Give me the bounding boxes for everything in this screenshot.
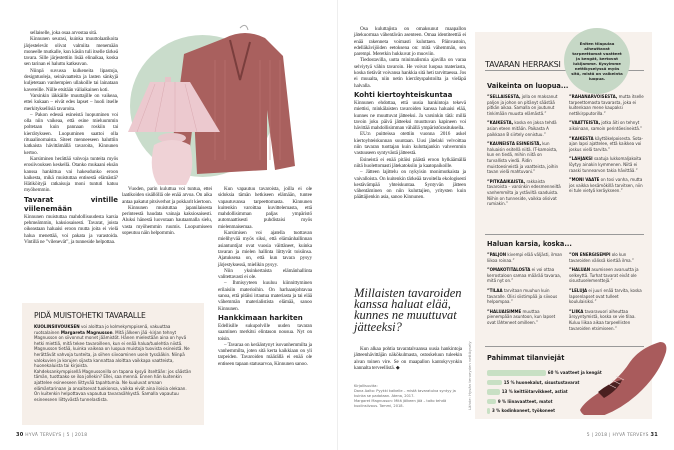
quote-text: ei juuri enää tarvita, koska lapsenlapset ovat tulleet koululaisiksi.” xyxy=(569,287,642,305)
survey-title: TAVARAN HERRAKSI xyxy=(485,60,561,69)
quote-text: kivempi elää väljästi, ilman liikoa roinaa.” xyxy=(487,252,563,263)
literature-caption xyxy=(354,384,458,409)
quote-lead: ”PALJON xyxy=(487,252,507,257)
left-footer xyxy=(16,432,87,438)
quote-text: olo kun tavaroiden välissä kiertää ilma.” xyxy=(569,252,634,263)
quote-lead: ”LAHJAKSI xyxy=(569,156,593,162)
page-number: 30 xyxy=(16,432,24,438)
bar-label: 15 % huonekalut, sisustustavarat xyxy=(503,379,580,385)
bar xyxy=(487,370,546,376)
memo-text: voi aloittaa jo kolmekymppisenä, vakuuttaa ruotsalainen xyxy=(34,324,171,335)
left-column-3 xyxy=(218,186,312,367)
paragraph: Edellisille sukupolville uuden tavaran saaminen merkitsi elintason nousua. Nyt on toisin. xyxy=(218,322,312,342)
quote-lead: ”HALUAN xyxy=(569,267,591,273)
subheading-vintille: Tavarat vintille viilenemään xyxy=(24,195,118,213)
quote-text: kun haluaisin esitellä niitä. IT-kamoista, kun en tiedä, mihin niitä on turvallista viedä. Äidin muistoesineistä ja vaatteista, joihin tavan vielä mahtuvani.” xyxy=(487,141,559,175)
reader-quote xyxy=(487,267,563,284)
quote-lead: ”VAATTEISTA, xyxy=(569,120,601,126)
bar xyxy=(487,408,490,414)
bar-label: 13 % keittiötarvikkeet, astiat xyxy=(501,389,568,395)
page-number: 31 xyxy=(650,432,658,438)
quote-lead: ”PITKÄAIKAISTA, xyxy=(487,178,526,184)
bar-label: 3 % kodinkoneet, työkoneet xyxy=(491,408,556,414)
reader-quote xyxy=(569,288,645,305)
left-column-2 xyxy=(122,186,212,236)
reader-quote xyxy=(487,120,563,137)
quote-text: jotka äiti on tehnyt aikoinaan, samoin perintöesineistä.” xyxy=(569,120,643,131)
reader-quote xyxy=(569,252,645,263)
paragraph: – Ihmisyyteen kuuluu kiinnittyminen erilaisiin materioihin. On harhaanjohtavaa sanoa, että pitäisi irtautua materiasta ja tai elää vähemmän materialistista elämää, sanoo Kinnunen. xyxy=(218,280,312,312)
bar xyxy=(487,399,496,405)
reader-quote xyxy=(569,136,645,153)
quote-text: koska en jaksa tehdä asian eteen mitään. Paikasta A paikkaan B siirtely onnistuu.” xyxy=(487,120,557,137)
quote-text: mutta itselle tarpeettomasta tavarasta, joka ei kuitenkaan mene kaupaksi nettikirpputorilla.” xyxy=(569,94,644,116)
reader-quote xyxy=(487,141,563,175)
paragraph: – Jätteen lajittelu on nykyisin monimutkaista ja vaivalloista. On kuitenkin tärkeää tavoitella ekologisesti kestävämpää yhteiskuntaa. Syntyvän jätteen vähentäminen on niin kuluttajien, yritysten kuin päättäjienkin asia, sanoo Kinnunen. xyxy=(354,169,466,201)
reader-quote xyxy=(569,156,645,173)
quote-lead: ”HALUAISIMME xyxy=(487,308,522,314)
section-heading-hardest: Vaikeinta on luopua... xyxy=(487,82,569,90)
paragraph: Kinnunen muistuttaa japanilaisesta perinteestä haudata vainaja kaksiosaisesti. Aluksi hänestä luovutaan hautaamalla sielu, vasta myöhemmin ruumis. Luopumiseen sopeutuu näin helpommin. xyxy=(122,204,212,237)
memo-text: . Mitä jälkeen jää -kirjan tehnyt Magnusson on siivonnut monet jäämistöt. Hänen mielestään aina on hyvä hetki miettiä, mitä tekee tavaroilleen, kun ei enää halua/tuolehtia niistä. Magnusson tietää, kuinka vaikeaa on luopua muistoja tuovista esineistä. Ne herättävät vahvoja tunteita, ja siihen siivoaminen usein tyssääkin. Niinpä valokuvien ja korujen sijasta kannattaa aloittaa vaikkapa vaatteista, huonekaluista tai kirjoista. xyxy=(34,329,190,369)
memo-text: Kahdeksankymppisellä Magnussonilla on tapana kysyä itseltään: jos säästän tämän, tuottaako se iloa jollekin? Ellei, saa mennä. Ennen hän kuitenkin ajattelee esineeseen liittyvää tapahtumia. Ne kuuluvat omaan elämäntarinaan ja ansaitsevat tuokionsa, vaikka eivät aina iloisia olekaan. On kuitenkin helpottavaa vapautua tavarasähkystä. Samalla vapautuu esineeseen liittyvästä tunnelastista. xyxy=(34,368,192,402)
quote-text: tavaravuori aiheuttaa ärsyyntymistä, koska se vie tilaa. Kuluu liikaa aikaa tarpeellisten tavaroiden etsimiseen.” xyxy=(569,308,636,331)
quote-lead: ”RAHANARVOISESTA, xyxy=(569,94,618,99)
quotes-left xyxy=(487,94,563,211)
reader-quote xyxy=(569,309,645,331)
paragraph: Kinnunen ehdottaa, että uusia hankintoja tekevä miettisi, minkälaisten tavaroiden kanssa haluaisi elää, kunnes ne muuttuvat jätteeksi. Ja varsinkin tätä: millä tavoin joku päivä jätteeksi muuttuvan kapineen voi hävittää mahdollisimman vähällä ympäristörasituksella. xyxy=(354,99,466,132)
reader-quote xyxy=(487,252,563,263)
paragraph: sellaiselle, joka osaa arvostaa sitä. xyxy=(30,30,98,36)
lamp-and-fur-coat-image xyxy=(120,20,310,185)
footer-text: 5 | 2018 | HYVÄ TERVEYS xyxy=(586,433,649,438)
reader-quote xyxy=(569,267,645,284)
bar xyxy=(487,389,500,395)
paragraph: Vuoden, parin kuluttua voi tuntua, ettei laatikoiden sisällöllä ole enää arvoa. On aika antaa pakatut pitsiverhot ja pokkarit kiertoon. xyxy=(122,186,212,205)
reader-quote xyxy=(487,288,563,305)
quote-lead: ”MONI VAATE xyxy=(569,177,600,183)
quote-lead: ”KAUNEISTA ESINEISTÄ, xyxy=(487,141,541,147)
bar-label: 9 % liinavaatteet, matot xyxy=(497,398,553,404)
quote-text: ei voi ottaa kerrostaloon samaa määrää tavaraa, mitä nyt on.” xyxy=(487,267,562,284)
quote-text: jolla on maksanut paljon ja johon on pitänyt säästää pitkän aikaa. Samalla on joutunut tinkimään muusta elämästä.” xyxy=(487,94,558,116)
paragraph: Kinnunen seurasi, kuinka muuttolaatikoita järjestelevät olivat valmiita menemään moneelle mutkalle, kun käsiin tuli itselle tärkeä tavara. Sille järjestettiin lisää elinaikaa, koska sen tarinan ei haluttu katkeavan. xyxy=(24,36,118,68)
right-column-1 xyxy=(354,26,466,201)
left-column-1 xyxy=(24,30,118,245)
intro-bubble: Eniten tilapulaa aiheuttavat tarpeettomat vaatteet ja kengät, kertovat lukijamme. Kysyimme nettikyselyssä myös sitä, mistä on vaikeinta luopua. xyxy=(564,28,630,94)
paragraph: Niin yksinkertaista elämänhallinta valitettavasti ei ole. xyxy=(218,267,312,281)
quotes-right xyxy=(569,252,645,335)
subheading-hankkimaan: Hankkimaan harkiten xyxy=(218,313,303,322)
paragraph: Varsinkin iäkkäille muuttajille on vaikeaa, ettei kukaan – eivät edes lapset – huoli itselle merkityksellisiä tavaroita. xyxy=(24,92,118,112)
memo-lead: KUOLINSIIVOUKSEN xyxy=(34,324,80,329)
quote-text: asumiseen avaruutta ja selkeyttä. Turhat tavarat eivät ole sisustuselementtejä.” xyxy=(569,267,639,284)
quote-lead: ”LIIKA xyxy=(569,308,584,314)
paragraph: Niinpä suvussa kulkeneita lipastoja, designtuoleja, seinävaatteita ja lasten sänkyjä kuljetetaan vanhempien ullakoille tai lainataan kavereille. Niille etsitään väliaikainen koti. xyxy=(24,67,118,93)
quote-lead: ”KAIKESTA xyxy=(569,135,594,141)
paragraph: Karsimisen voi ajatella tuottavan mielihyvää myös siksi, että elämänhallinnan asiantuntijat ovat vuosia väittäneet, kuinka tavaran ja mielen hallinta liittyvät toisiinsa. Ajatuksena on, että kun tavara pysyy järjestyksessä, mielikin pysyy. xyxy=(218,230,312,268)
reader-quote xyxy=(569,177,645,194)
reader-quote xyxy=(487,309,563,326)
paragraph: EU:n puitteissa otettiin vuonna 2016 askel kiertoyhteiskunnan suuntaan. Uusi jätelaki velvoittaa niin tavaran tuottajan kuin kuluttajankin vahvemmin vastuuseen syntyvästä jätteestä. xyxy=(354,131,466,157)
quote-text: rakkaista tavaroista – varsinkin edesmenneiltä vanhemmilta ja ystäviltä saaduista. Niihin on tunneside, vaikka olisivat rumiakin.” xyxy=(487,178,561,207)
paragraph: – Tavaraa on kerääntynyt isovanhemmilta ja vanhemmilta, joten sitä kerta kaikkiaan on yli tarpeiden. Tavaroiden määrällä ei enää ole entiseen tapaan statusarvoa, Kinnunen sanoo. xyxy=(218,341,312,367)
quote-text: saatuja lukkomaljakoita löytyy ainakin kymmenen. Niitä ei raaski tunnearvon takia hävittää.” xyxy=(569,156,642,173)
quote-lead: ”KAIKESTA, xyxy=(487,120,514,126)
paragraph: Osa kuluttajista on omaksunut maapallon jätekuormaa vähentävän asenteen. Omaa identiteettiä ei enää rakenneta voimasti kuluttaen. Päinvastoin, edelläkävijöiden eetoksena on: mitä vähemmän, sen parempi. Meretkin hukkuvat jo muoviin. xyxy=(354,26,466,58)
quote-lead: ”SELLAISESTA, xyxy=(487,94,521,99)
divider xyxy=(485,234,644,235)
reader-quote xyxy=(569,120,645,131)
quote-text: muuttaa pienempään asuntoon, kun lapset ovat lähteneet omilleen.” xyxy=(487,308,556,325)
quote-lead: ”LELUJA xyxy=(569,287,588,293)
bar-label: 60 % vaatteet ja kengät xyxy=(547,370,602,376)
subheading-kiertoyhteiskunta: Kohti kiertoyhteiskuntaa xyxy=(354,90,453,99)
paragraph: Tiedostavilla, uutta minimalismia ajavilla on varaa selviytyä vähin tavaroin. He voivat luopua materiasta, koska tietävät voivansa hankkia sitä heti tarvittaessa. Jos ei muualta, niin netin kierrätyspalstoilta ja vieläpä halvalla. xyxy=(354,57,466,89)
memo-box xyxy=(22,303,204,425)
reader-quote xyxy=(487,94,563,116)
caption-line: Dana Aalto: Pyykki kaikelle – mistä tavaratulva syntyy ja kuinka se padotaan. Atena, 2017. xyxy=(354,389,456,398)
caption-line: Margaret Magnusson: Mitä jälkeen jää – taito tehdä kuolinsiivous. Tammi, 2018. xyxy=(354,399,447,408)
closing-paragraph xyxy=(354,346,462,371)
section-heading-want-to-cut: Haluan karsia, koska... xyxy=(487,240,572,248)
quote-text: on tosi vanha, mutta jos vaikka kesämökillä tarvitsen, niin ei tule vietyä keräykseen.” xyxy=(569,177,643,194)
quotes-left xyxy=(487,252,563,330)
quotes-right xyxy=(569,94,645,198)
reader-quote xyxy=(569,94,645,116)
paragraph: Kun vapautuu tavaroista, joilla ei ole sidoksia tämän hetkiseen elämään, tuntee vapautuvansa tarpeettomasta. Kinnunen kuitenkin varoittaa kuvittelemasta, että mahdollisimman paljas ympäristö automaattisesti puhdistaisi myös mielenmaisemaa. xyxy=(218,186,312,230)
caption-line: Kirjallisuutta: xyxy=(354,384,378,388)
memo-body xyxy=(34,324,192,402)
chart-title: Pahimmat tilanviejät xyxy=(487,354,565,362)
footer-text: HYVÄ TERVEYS | 5 | 2018 xyxy=(25,433,88,438)
quote-lead: ”OMAKOTITALOSTA xyxy=(487,267,531,273)
quote-text: käyttökelpoisesta. Sota-ajan lapsi ajattelee, että kaikkea voi joskus vielä tarvita.” xyxy=(569,135,643,152)
paragraph: Kinnunen muistuttaa mahdollisuudesta karsia pehmeämmin, kaksiosaisesti. Tavarat, joista oikeastaan haluaisi eroon mutta joita ei vielä halua menettää, voi pakata ja varastoida. Vintillä ne ”vilenevät”, ja tunneside helpottaa. xyxy=(24,213,118,245)
quote-lead: ”TILAA xyxy=(487,287,503,293)
right-page xyxy=(337,0,674,450)
bar xyxy=(487,380,502,386)
shoe-image xyxy=(578,340,668,415)
memo-title: PIDÄ MUISTOHETKI TAVARALLE xyxy=(34,311,146,320)
paragraph: Karsiminen herättää vahvoja tunteita myös erosiivouksen keskellä. Otanko mukaani eksän kanssa hankittua vai hakeudunko eroon kaikesta, mikä muistuttaa entisestä elämästä? Hätiköityjä ratkaisuja moni tuntuti katuu myöhemmin. xyxy=(24,155,118,194)
memo-name: Margareta Magnusson xyxy=(60,329,113,335)
paragraph: – Pakon edessä esineistä luopuminen voi olla niin vaikeaa, että esine mieluummin poltetaan kuin pannaan roskiin tai kierrätykseen. Luopuminen saattoi olla rituaalinomaista. Siteet menneeseen haluttiin katkaista hävittämällä tavaroita, Kinnunen kertoo. xyxy=(24,111,118,156)
right-footer xyxy=(587,432,658,438)
reader-quote xyxy=(487,179,563,207)
source-note: Lähde: Hyvän terveyden nettikysely xyxy=(467,341,472,410)
quote-text: tarvitaan muuhun kuin tavaralle. Olisi siistimpää ja siivous helpompaa.” xyxy=(487,287,558,305)
paragraph: Kun alkaa pohtia tavaratalvaansa uusia hankintoja jätteenhävittäjän näkökulmasta, ostoskeluun tuleekin aivan toinen vire. Se on maapallon kantokyvynkin kannalta terveellistä. ◆ xyxy=(354,346,462,371)
paragraph: Esineistä ei enää pitäisi päästä eroon hylkäämällä niitä huolettomasti jätekatoksiin ja kaatopaikoille. xyxy=(354,156,466,169)
quote-lead: ”ON ENERGISEMPI xyxy=(569,252,611,257)
pull-quote: Millaisten tavaroiden kanssa haluat elää, kunnes ne muuttuvat jätteeksi? xyxy=(354,286,462,334)
